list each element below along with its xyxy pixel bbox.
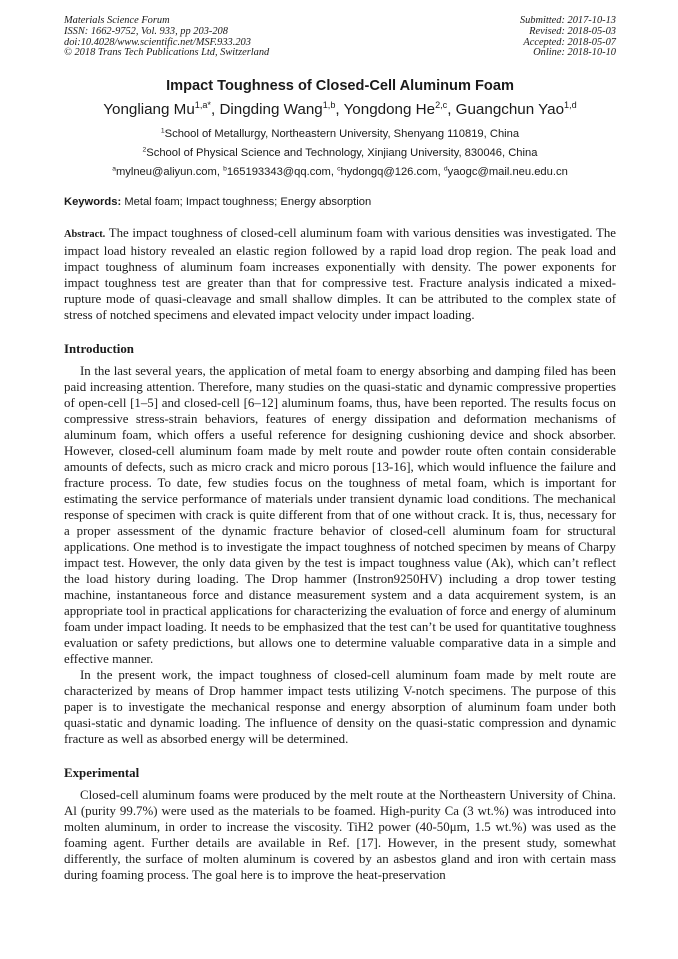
introduction-paragraph: In the last several years, the application of metal foam to energy absorbing and damping filed has been paid increasing attention. Therefore, many studies on the quasi-static and dynamic compressive properties of open-cell [1–5] and closed-cell [6–12] aluminum foams, thus, have been reported. The results focus on compressive stress-strain behaviors, features of energy dissipation and deformation mechanisms of aluminum foam, which offers a useful reference for designing cushioning device and shock absorber. However, closed-cell aluminum foam made by melt route and powder route often contain considerable amounts of defects, such as micro crack and micro porous [13-16], which would influence the failure and fracture process. To date, few studies focus on the toughness of metal foam, which is important for estimating the service performance of materials under transient dynamic load conditions. The mechanical response of specimen with crack is quite different from that of one without crack. It is, thus, necessary for a proper assessment of the dynamic fracture behavior of closed-cell aluminum foam for structural applications. One method is to investigate the impact toughness of notched specimen by means of Charpy impact test. However, the only data given by the test is impact toughness value (Ak), which can’t reflect the load history during loading. The Drop hammer (Instron9250HV) including a drop tower testing machine, instantaneous force and distance measurement system and a data acquirement system, is an appropriate tool in practical applications for characterizing the evaluation of force and energy of aluminum foam under impact loading. It needs to be emphasized that the test can’t be used for quantitative toughness evaluation or safety predictions, but allows one to determine valuable comparative data in a simple and effective manner. — [64, 364, 616, 667]
experimental-paragraph: Closed-cell aluminum foams were produced by the melt route at the Northeastern University of China. Al (purity 99.7%) were used as the materials to be foamed. High-purity Ca (3 wt.%) was introduced into molten aluminum, in order to increase the viscosity. TiH2 power (40-50μm, 1.5 wt.%) was used as the foaming agent. Further details are available in Ref. [17]. However, in the present study, somewhat differently, the surface of molten aluminum is covered by an asbestos gland and iron with certain mass during foaming process. The goal here is to improve the heat-preservation — [64, 788, 616, 883]
abstract — [64, 225, 616, 323]
publication-dates — [520, 16, 616, 59]
abstract-label: Abstract. — [64, 229, 106, 241]
doi: doi:10.4028/www.scientific.net/MSF.933.203 — [64, 36, 251, 48]
author: Yongliang $Mu^{1,a*}$, — [103, 100, 220, 119]
author: Yongdong He$^{2,c}$, — [343, 100, 456, 119]
paper-page — [64, 16, 616, 883]
introduction-paragraph: In the present work, the impact toughness of closed-cell aluminum foam made by melt route are characterized by means of Drop hammer impact tests utilizing V-notch specimens. The purpose of this paper is to investigate the mechanical response and energy absorption of aluminum foam under both quasi-static and dynamic loading. The influence of density on the quasi-static compression and dynamic fracture as well as absorbed energy will be determined. — [64, 668, 616, 747]
keywords-label: Keywords: — [64, 196, 122, 209]
journal-header — [64, 16, 616, 59]
affiliation: $^1$School of Metallurgy, Northeastern University, Shenyang 110819, China — [160, 127, 520, 141]
affiliation: $^2$School of Physical Science and Technology, Xinjiang University, 830046, China — [142, 146, 538, 160]
paper-title: Impact Toughness of Closed-Cell Aluminum Foam — [166, 78, 514, 95]
copyright: © 2018 Trans Tech Publications Ltd, Switzerland — [64, 47, 270, 59]
issn: ISSN: 1662-9752, Vol. 933, pp 203-208 — [64, 25, 228, 37]
journal-info — [64, 16, 269, 59]
submitted-date: Submitted: 2017-10-13 — [519, 15, 616, 26]
author: Dingding Wang$^{1,b}$, — [219, 100, 344, 119]
abstract-text: The impact toughness of closed-cell aluminum foam with various densities was investigated. The impact load history revealed an elastic region followed by a rapid load drop region. The peak load and impact toughness of aluminum foam increases exponentially with density. The power exponents for impact toughness test are greater than that for compressive test. Fracture analysis indicated a mixed-rupture mode of quasi-cleavage and small shallow dimples. It can be attributed to the complex state of stress of notched specimens and elevated impact velocity under impact loading. — [64, 226, 616, 323]
keywords-text: Metal foam; Impact toughness; Energy absorption — [124, 196, 372, 209]
online-date: Online: 2018-10-10 — [533, 47, 616, 59]
author: Guangchun Yao$^{1,d}$ — [455, 100, 577, 119]
author-emails: $^a$mylneu@aliyun.com, $^b$165193343@qq.com, $^c$hydongq@126.com, $^d$yaogc@mail.neu.edu.cn — [112, 165, 568, 179]
section-heading-experimental: Experimental — [64, 766, 140, 781]
section-heading-introduction: Introduction — [64, 342, 134, 357]
journal-name: Materials Science Forum — [64, 15, 170, 26]
accepted-date: Accepted: 2018-05-07 — [523, 36, 616, 48]
email-link[interactable]: mylneu@aliyun.com, — [115, 166, 224, 179]
revised-date: Revised: 2018-05-03 — [529, 25, 616, 37]
author-list — [64, 100, 616, 119]
email-link[interactable]: 165193343@qq.com, — [226, 166, 338, 179]
email-link[interactable]: hydongq@126.com, — [340, 166, 444, 179]
keywords — [64, 196, 616, 208]
email-link[interactable]: yaogc@mail.neu.edu.cn — [447, 166, 568, 179]
